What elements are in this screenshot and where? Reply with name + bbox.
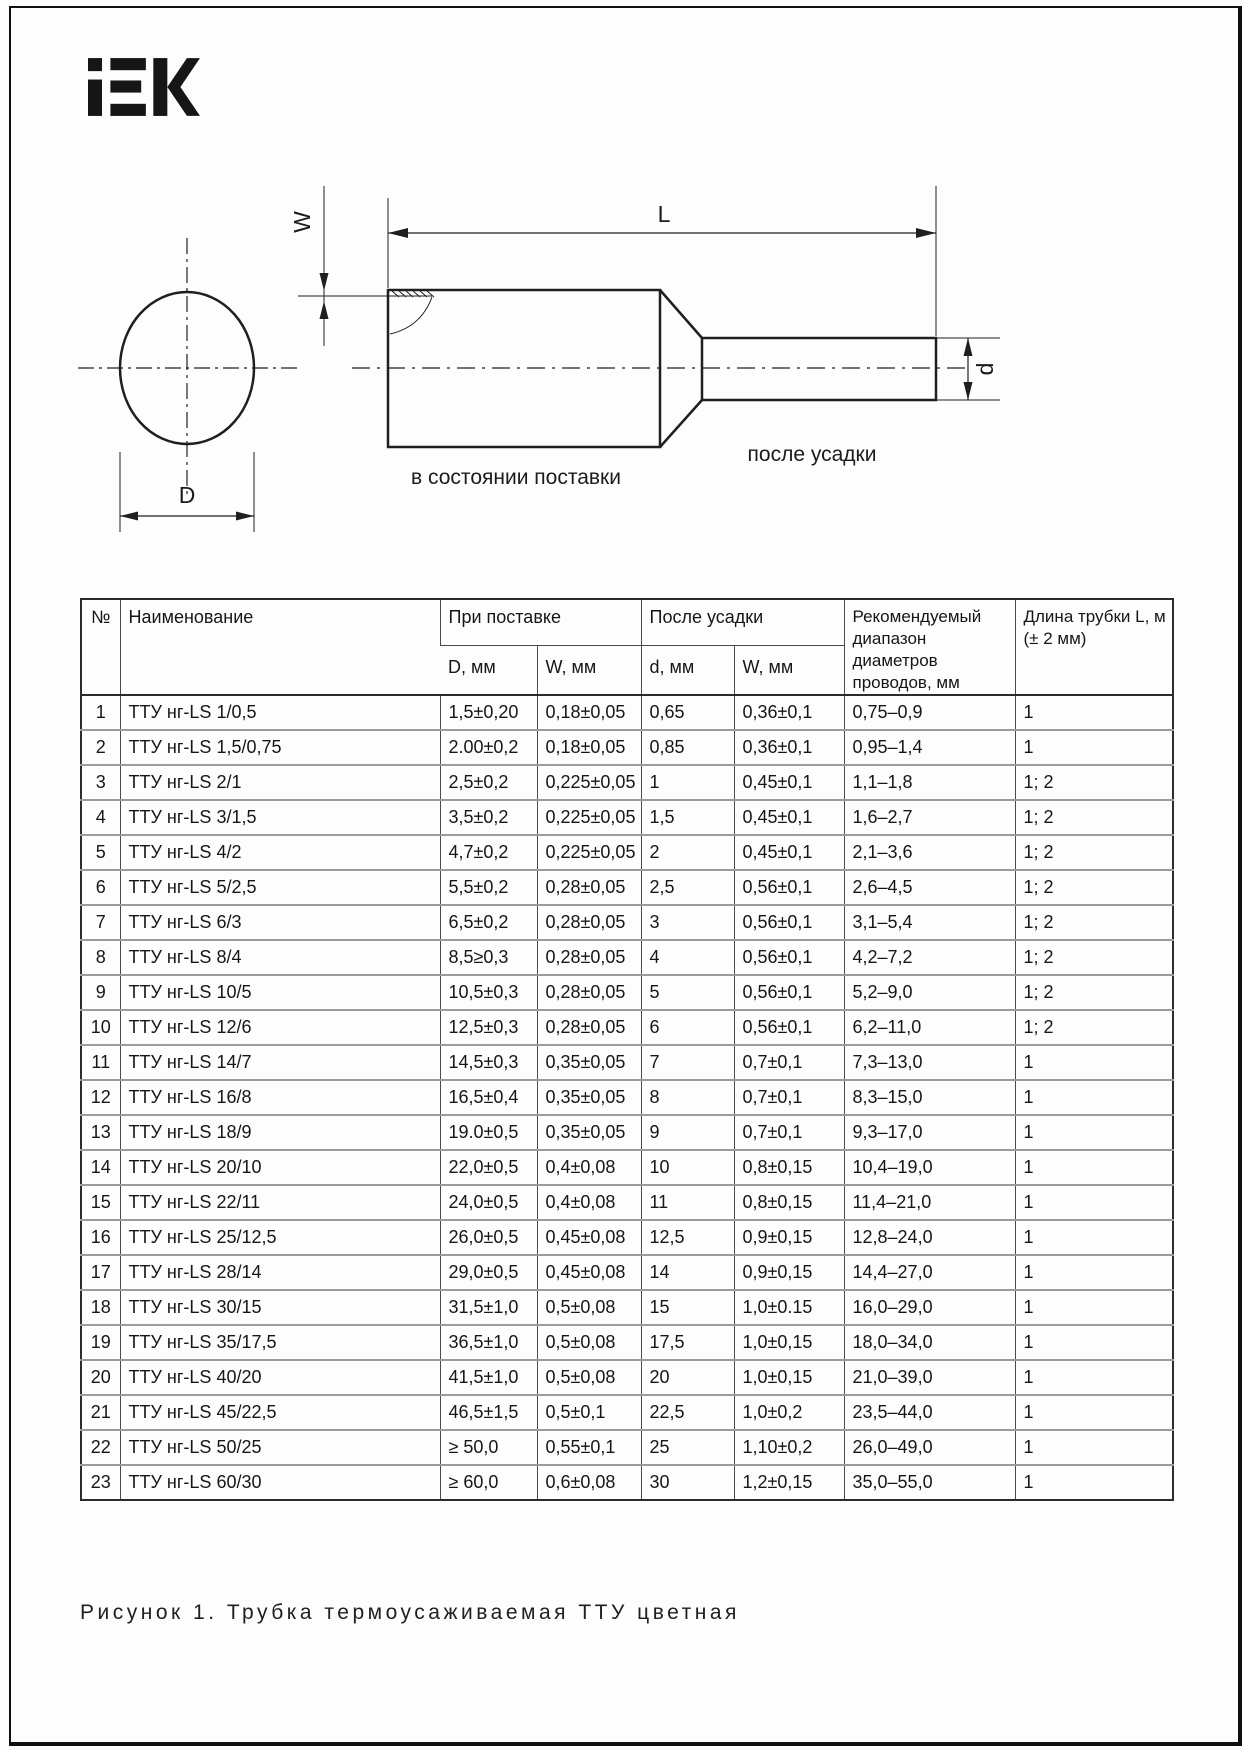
cell-supplied-d: 8,5≥0,3 xyxy=(440,940,537,975)
cell-shrunk-w: 0,9±0,15 xyxy=(734,1255,844,1290)
cell-shrunk-d: 0,85 xyxy=(641,730,734,765)
cell-shrunk-w: 0,7±0,1 xyxy=(734,1045,844,1080)
cell-supplied-d: 2,5±0,2 xyxy=(440,765,537,800)
cell-tube-length: 1; 2 xyxy=(1015,1010,1173,1045)
cell-shrunk-d: 14 xyxy=(641,1255,734,1290)
cell-num: 9 xyxy=(81,975,120,1010)
cell-supplied-d: 41,5±1,0 xyxy=(440,1360,537,1395)
cell-supplied-d: 16,5±0,4 xyxy=(440,1080,537,1115)
cell-tube-length: 1 xyxy=(1015,1115,1173,1150)
col-header-tube-length: Длина трубки L, м (± 2 мм) xyxy=(1015,599,1173,695)
table-row xyxy=(81,1010,1173,1045)
cell-shrunk-w: 0,7±0,1 xyxy=(734,1080,844,1115)
cell-shrunk-w: 0,45±0,1 xyxy=(734,835,844,870)
cell-supplied-w: 0,225±0,05 xyxy=(537,765,641,800)
spec-table xyxy=(80,598,1174,1501)
label-as-supplied: в состоянии поставки xyxy=(411,466,621,489)
cell-shrunk-d: 2,5 xyxy=(641,870,734,905)
table-row xyxy=(81,1395,1173,1430)
cell-tube-length: 1; 2 xyxy=(1015,835,1173,870)
table-row xyxy=(81,1430,1173,1465)
cell-supplied-w: 0,28±0,05 xyxy=(537,905,641,940)
cell-name: ТТУ нг-LS 10/5 xyxy=(120,975,440,1010)
label-thickness-W: W xyxy=(289,211,315,233)
cell-num: 4 xyxy=(81,800,120,835)
cell-supplied-d: 29,0±0,5 xyxy=(440,1255,537,1290)
cell-num: 1 xyxy=(81,695,120,730)
cell-tube-length: 1; 2 xyxy=(1015,765,1173,800)
col-header-name: Наименование xyxy=(120,599,440,695)
cell-name: ТТУ нг-LS 12/6 xyxy=(120,1010,440,1045)
cell-name: ТТУ нг-LS 50/25 xyxy=(120,1430,440,1465)
cell-num: 18 xyxy=(81,1290,120,1325)
col-group-shrunk: После усадки xyxy=(641,599,844,645)
cell-wire-range: 5,2–9,0 xyxy=(844,975,1015,1010)
cell-tube-length: 1 xyxy=(1015,1465,1173,1500)
cell-shrunk-d: 22,5 xyxy=(641,1395,734,1430)
col-header-supplied-D: D, мм xyxy=(440,645,537,695)
cell-shrunk-d: 10 xyxy=(641,1150,734,1185)
cell-supplied-w: 0,28±0,05 xyxy=(537,940,641,975)
cell-supplied-w: 0,45±0,08 xyxy=(537,1220,641,1255)
table-row xyxy=(81,765,1173,800)
cell-tube-length: 1; 2 xyxy=(1015,905,1173,940)
cell-num: 12 xyxy=(81,1080,120,1115)
cell-supplied-d: 36,5±1,0 xyxy=(440,1325,537,1360)
cell-name: ТТУ нг-LS 8/4 xyxy=(120,940,440,975)
cell-supplied-w: 0,55±0,1 xyxy=(537,1430,641,1465)
cell-supplied-w: 0,6±0,08 xyxy=(537,1465,641,1500)
cell-num: 3 xyxy=(81,765,120,800)
cell-supplied-w: 0,28±0,05 xyxy=(537,975,641,1010)
figure-caption: Рисунок 1. Трубка термоусаживаемая ТТУ цветная xyxy=(80,1601,740,1624)
col-header-wire-range: Рекомендуемый диапазон диаметров проводов, мм xyxy=(844,599,1015,695)
cell-supplied-w: 0,5±0,08 xyxy=(537,1325,641,1360)
cell-tube-length: 1 xyxy=(1015,1255,1173,1290)
cell-name: ТТУ нг-LS 5/2,5 xyxy=(120,870,440,905)
cell-supplied-d: ≥ 60,0 xyxy=(440,1465,537,1500)
label-diameter-D: D xyxy=(178,482,196,508)
table-row xyxy=(81,1360,1173,1395)
cell-name: ТТУ нг-LS 28/14 xyxy=(120,1255,440,1290)
cell-tube-length: 1 xyxy=(1015,1185,1173,1220)
table-row xyxy=(81,1220,1173,1255)
cell-tube-length: 1; 2 xyxy=(1015,800,1173,835)
col-header-shrunk-d: d, мм xyxy=(641,645,734,695)
cell-supplied-w: 0,225±0,05 xyxy=(537,800,641,835)
cell-tube-length: 1 xyxy=(1015,1220,1173,1255)
cell-supplied-w: 0,225±0,05 xyxy=(537,835,641,870)
cell-name: ТТУ нг-LS 14/7 xyxy=(120,1045,440,1080)
cell-num: 8 xyxy=(81,940,120,975)
cell-supplied-w: 0,4±0,08 xyxy=(537,1150,641,1185)
cell-wire-range: 21,0–39,0 xyxy=(844,1360,1015,1395)
cell-shrunk-d: 30 xyxy=(641,1465,734,1500)
cell-supplied-d: 19.0±0,5 xyxy=(440,1115,537,1150)
cell-num: 23 xyxy=(81,1465,120,1500)
col-header-supplied-W: W, мм xyxy=(537,645,641,695)
cell-wire-range: 9,3–17,0 xyxy=(844,1115,1015,1150)
cell-shrunk-d: 0,65 xyxy=(641,695,734,730)
cell-shrunk-w: 1,0±0.15 xyxy=(734,1290,844,1325)
cell-tube-length: 1 xyxy=(1015,1430,1173,1465)
cell-wire-range: 6,2–11,0 xyxy=(844,1010,1015,1045)
cell-shrunk-w: 0,36±0,1 xyxy=(734,695,844,730)
cell-shrunk-w: 1,0±0,15 xyxy=(734,1325,844,1360)
cell-shrunk-d: 11 xyxy=(641,1185,734,1220)
cell-supplied-d: 26,0±0,5 xyxy=(440,1220,537,1255)
cell-tube-length: 1 xyxy=(1015,730,1173,765)
cell-name: ТТУ нг-LS 20/10 xyxy=(120,1150,440,1185)
cell-name: ТТУ нг-LS 1/0,5 xyxy=(120,695,440,730)
cell-shrunk-w: 0,8±0,15 xyxy=(734,1150,844,1185)
cell-name: ТТУ нг-LS 1,5/0,75 xyxy=(120,730,440,765)
cell-shrunk-w: 0,56±0,1 xyxy=(734,975,844,1010)
cell-shrunk-w: 0,56±0,1 xyxy=(734,1010,844,1045)
cell-tube-length: 1 xyxy=(1015,1395,1173,1430)
table-row xyxy=(81,1045,1173,1080)
cell-num: 22 xyxy=(81,1430,120,1465)
table-row xyxy=(81,905,1173,940)
table-row xyxy=(81,835,1173,870)
cell-shrunk-w: 0,7±0,1 xyxy=(734,1115,844,1150)
table-row xyxy=(81,870,1173,905)
cell-shrunk-w: 0,56±0,1 xyxy=(734,940,844,975)
cell-supplied-d: 31,5±1,0 xyxy=(440,1290,537,1325)
cell-supplied-w: 0,35±0,05 xyxy=(537,1115,641,1150)
cell-supplied-w: 0,18±0,05 xyxy=(537,730,641,765)
cell-tube-length: 1 xyxy=(1015,1325,1173,1360)
table-row xyxy=(81,730,1173,765)
cell-supplied-w: 0,5±0,08 xyxy=(537,1360,641,1395)
cell-tube-length: 1 xyxy=(1015,1150,1173,1185)
cell-name: ТТУ нг-LS 30/15 xyxy=(120,1290,440,1325)
cell-shrunk-w: 1,10±0,2 xyxy=(734,1430,844,1465)
cell-tube-length: 1; 2 xyxy=(1015,870,1173,905)
cell-supplied-w: 0,5±0,1 xyxy=(537,1395,641,1430)
cell-shrunk-d: 20 xyxy=(641,1360,734,1395)
cell-wire-range: 4,2–7,2 xyxy=(844,940,1015,975)
cell-shrunk-d: 3 xyxy=(641,905,734,940)
cell-tube-length: 1; 2 xyxy=(1015,975,1173,1010)
cell-num: 13 xyxy=(81,1115,120,1150)
cell-name: ТТУ нг-LS 60/30 xyxy=(120,1465,440,1500)
cell-supplied-w: 0,5±0,08 xyxy=(537,1290,641,1325)
col-header-shrunk-W: W, мм xyxy=(734,645,844,695)
cell-shrunk-d: 17,5 xyxy=(641,1325,734,1360)
cell-shrunk-d: 4 xyxy=(641,940,734,975)
cell-name: ТТУ нг-LS 25/12,5 xyxy=(120,1220,440,1255)
cell-shrunk-d: 2 xyxy=(641,835,734,870)
cell-supplied-w: 0,28±0,05 xyxy=(537,1010,641,1045)
cell-shrunk-d: 15 xyxy=(641,1290,734,1325)
label-length-L: L xyxy=(657,201,671,227)
cell-tube-length: 1 xyxy=(1015,1360,1173,1395)
cell-shrunk-w: 0,8±0,15 xyxy=(734,1185,844,1220)
cell-supplied-w: 0,35±0,05 xyxy=(537,1045,641,1080)
cell-shrunk-d: 1,5 xyxy=(641,800,734,835)
cell-wire-range: 11,4–21,0 xyxy=(844,1185,1015,1220)
table-row xyxy=(81,1255,1173,1290)
cell-supplied-d: 4,7±0,2 xyxy=(440,835,537,870)
cell-wire-range: 1,6–2,7 xyxy=(844,800,1015,835)
cell-shrunk-w: 1,0±0,15 xyxy=(734,1360,844,1395)
cell-wire-range: 35,0–55,0 xyxy=(844,1465,1015,1500)
cell-num: 17 xyxy=(81,1255,120,1290)
cell-num: 21 xyxy=(81,1395,120,1430)
cell-supplied-d: 14,5±0,3 xyxy=(440,1045,537,1080)
cell-wire-range: 2,6–4,5 xyxy=(844,870,1015,905)
cell-wire-range: 0,95–1,4 xyxy=(844,730,1015,765)
cell-shrunk-w: 0,45±0,1 xyxy=(734,800,844,835)
cell-supplied-w: 0,45±0,08 xyxy=(537,1255,641,1290)
cell-wire-range: 7,3–13,0 xyxy=(844,1045,1015,1080)
cell-shrunk-w: 0,56±0,1 xyxy=(734,905,844,940)
cell-name: ТТУ нг-LS 4/2 xyxy=(120,835,440,870)
cell-shrunk-d: 8 xyxy=(641,1080,734,1115)
table-row xyxy=(81,1465,1173,1500)
cell-wire-range: 23,5–44,0 xyxy=(844,1395,1015,1430)
cell-num: 10 xyxy=(81,1010,120,1045)
cell-wire-range: 8,3–15,0 xyxy=(844,1080,1015,1115)
table-row xyxy=(81,1115,1173,1150)
cell-wire-range: 18,0–34,0 xyxy=(844,1325,1015,1360)
cell-num: 11 xyxy=(81,1045,120,1080)
cell-shrunk-d: 7 xyxy=(641,1045,734,1080)
cell-wire-range: 3,1–5,4 xyxy=(844,905,1015,940)
cell-shrunk-d: 6 xyxy=(641,1010,734,1045)
cell-shrunk-d: 9 xyxy=(641,1115,734,1150)
cell-num: 5 xyxy=(81,835,120,870)
table-row xyxy=(81,1150,1173,1185)
cell-shrunk-w: 0,45±0,1 xyxy=(734,765,844,800)
cell-supplied-d: 46,5±1,5 xyxy=(440,1395,537,1430)
cell-supplied-w: 0,18±0,05 xyxy=(537,695,641,730)
table-row xyxy=(81,1325,1173,1360)
cell-shrunk-d: 12,5 xyxy=(641,1220,734,1255)
cell-num: 2 xyxy=(81,730,120,765)
col-header-num: № xyxy=(91,607,111,627)
cell-supplied-w: 0,4±0,08 xyxy=(537,1185,641,1220)
cell-wire-range: 26,0–49,0 xyxy=(844,1430,1015,1465)
cell-tube-length: 1; 2 xyxy=(1015,940,1173,975)
cell-wire-range: 16,0–29,0 xyxy=(844,1290,1015,1325)
cell-num: 14 xyxy=(81,1150,120,1185)
col-group-supplied: При поставке xyxy=(440,599,641,645)
cell-supplied-d: 10,5±0,3 xyxy=(440,975,537,1010)
cell-shrunk-w: 0,56±0,1 xyxy=(734,870,844,905)
table-row xyxy=(81,1290,1173,1325)
cell-supplied-w: 0,35±0,05 xyxy=(537,1080,641,1115)
cell-num: 20 xyxy=(81,1360,120,1395)
cell-shrunk-w: 0,9±0,15 xyxy=(734,1220,844,1255)
cell-supplied-d: 3,5±0,2 xyxy=(440,800,537,835)
cell-name: ТТУ нг-LS 6/3 xyxy=(120,905,440,940)
side-view xyxy=(298,186,1000,447)
table-row xyxy=(81,1185,1173,1220)
cell-supplied-d: 6,5±0,2 xyxy=(440,905,537,940)
cell-name: ТТУ нг-LS 3/1,5 xyxy=(120,800,440,835)
cell-tube-length: 1 xyxy=(1015,1290,1173,1325)
cell-shrunk-d: 1 xyxy=(641,765,734,800)
cell-num: 19 xyxy=(81,1325,120,1360)
table-row xyxy=(81,695,1173,730)
table-row xyxy=(81,800,1173,835)
cell-wire-range: 0,75–0,9 xyxy=(844,695,1015,730)
label-after-shrink: после усадки xyxy=(747,443,877,466)
cell-shrunk-w: 1,2±0,15 xyxy=(734,1465,844,1500)
cell-supplied-w: 0,28±0,05 xyxy=(537,870,641,905)
cell-wire-range: 2,1–3,6 xyxy=(844,835,1015,870)
cell-wire-range: 10,4–19,0 xyxy=(844,1150,1015,1185)
cell-name: ТТУ нг-LS 18/9 xyxy=(120,1115,440,1150)
cell-name: ТТУ нг-LS 22/11 xyxy=(120,1185,440,1220)
cell-wire-range: 14,4–27,0 xyxy=(844,1255,1015,1290)
cell-name: ТТУ нг-LS 2/1 xyxy=(120,765,440,800)
cell-supplied-d: ≥ 50,0 xyxy=(440,1430,537,1465)
cell-supplied-d: 24,0±0,5 xyxy=(440,1185,537,1220)
cell-tube-length: 1 xyxy=(1015,1080,1173,1115)
cell-shrunk-d: 5 xyxy=(641,975,734,1010)
table-row xyxy=(81,1080,1173,1115)
cell-name: ТТУ нг-LS 45/22,5 xyxy=(120,1395,440,1430)
dimension-diagram xyxy=(0,0,1244,560)
cell-supplied-d: 22,0±0,5 xyxy=(440,1150,537,1185)
cell-name: ТТУ нг-LS 35/17,5 xyxy=(120,1325,440,1360)
cell-shrunk-w: 1,0±0,2 xyxy=(734,1395,844,1430)
spec-table-header xyxy=(81,599,1173,695)
cell-num: 7 xyxy=(81,905,120,940)
cell-wire-range: 1,1–1,8 xyxy=(844,765,1015,800)
cell-num: 15 xyxy=(81,1185,120,1220)
cell-name: ТТУ нг-LS 40/20 xyxy=(120,1360,440,1395)
cell-num: 16 xyxy=(81,1220,120,1255)
label-diameter-d: d xyxy=(972,362,998,376)
cell-supplied-d: 5,5±0,2 xyxy=(440,870,537,905)
cell-num: 6 xyxy=(81,870,120,905)
cell-supplied-d: 2.00±0,2 xyxy=(440,730,537,765)
table-row xyxy=(81,940,1173,975)
spec-table-body xyxy=(81,695,1173,1500)
table-row xyxy=(81,975,1173,1010)
cell-shrunk-w: 0,36±0,1 xyxy=(734,730,844,765)
cell-supplied-d: 1,5±0,20 xyxy=(440,695,537,730)
cell-supplied-d: 12,5±0,3 xyxy=(440,1010,537,1045)
cell-wire-range: 12,8–24,0 xyxy=(844,1220,1015,1255)
cell-shrunk-d: 25 xyxy=(641,1430,734,1465)
cell-name: ТТУ нг-LS 16/8 xyxy=(120,1080,440,1115)
cell-tube-length: 1 xyxy=(1015,1045,1173,1080)
cell-tube-length: 1 xyxy=(1015,695,1173,730)
